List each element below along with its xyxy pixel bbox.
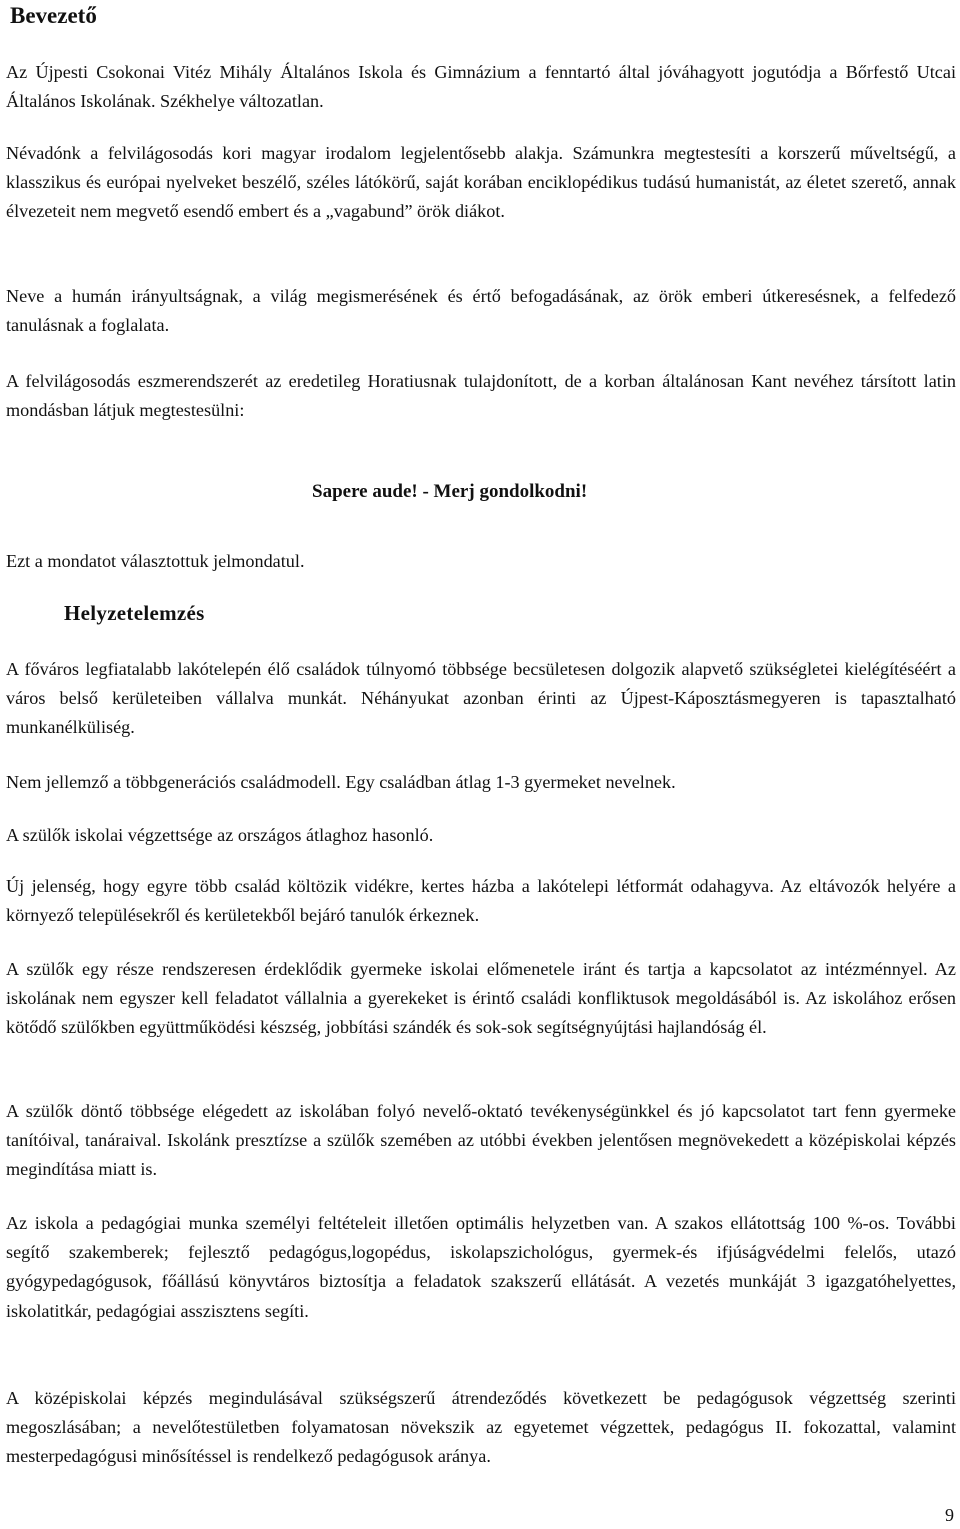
analysis-paragraph-8: A középiskolai képzés megindulásával szükségszerű átrendeződés következett be pedagógusok végzettség szerinti megoszlásában; a nevelőtestületben folyamatosan növekszik az egyetemet végzettek, pedagógus II. fokozattal, valamint mesterpedagógusi minősítéssel is rendelkező pedagógusok aránya. bbox=[6, 1388, 956, 1467]
section-heading-bevezeto: Bevezető bbox=[10, 3, 97, 28]
motto: Sapere aude! - Merj gondolkodni! bbox=[312, 481, 588, 502]
analysis-paragraph-1: A főváros legfiatalabb lakótelepén élő családok túlnyomó többsége becsületesen dolgozik alapvető szükségletei kielégítéséért a város belső kerületeiben vállalva munkát. Néhányukat azonban érinti az Újpest-Káposztásmegyeren is tapasztalható munkanélküliség. bbox=[6, 659, 956, 738]
intro-paragraph-5: Ezt a mondatot választottuk jelmondatul. bbox=[6, 551, 305, 571]
analysis-paragraph-6: A szülők döntő többsége elégedett az iskolában folyó nevelő-oktató tevékenységünkkel és jó kapcsolatot tart fenn gyermeke tanítóival, tanáraival. Iskolánk presztízse a szülők szemében az utóbbi években jelentősen megnövekedett a középiskolai képzés megindítása miatt is. bbox=[6, 1101, 956, 1180]
analysis-paragraph-3: A szülők iskolai végzettsége az országos átlaghoz hasonló. bbox=[6, 825, 434, 845]
analysis-paragraph-7: Az iskola a pedagógiai munka személyi feltételeit illetően optimális helyzetben van. A szakos ellátottság 100 %-os. További segítő szakemberek; fejlesztő pedagógus,logopédus, iskolapszichológus, gyermek-és ifjúságvédelmi felelős, utazó gyógypedagógusok, főállású könyvtáros biztosítja a feladatok szakszerű ellátását. A vezetés munkáját 3 igazgatóhelyettes, iskolatitkár, pedagógiai asszisztens segíti. bbox=[6, 1213, 956, 1321]
page-number: 9 bbox=[945, 1505, 954, 1525]
section-heading-helyzetelemzes: Helyzetelemzés bbox=[64, 601, 205, 625]
analysis-paragraph-2: Nem jellemző a többgenerációs családmodell. Egy családban átlag 1-3 gyermeket nevelnek. bbox=[6, 772, 676, 792]
intro-paragraph-2: Névadónk a felvilágosodás kori magyar irodalom legjelentősebb alakja. Számunkra megtestesíti a korszerű műveltségű, a klasszikus és európai nyelveket beszélő, széles látókörű, saját korában enciklopédikus tudású humanistát, az életet szerető, annak élvezeteit nem megvető esendő embert és a „vagabund” örök diákot. bbox=[6, 143, 956, 222]
analysis-paragraph-5: A szülők egy része rendszeresen érdeklődik gyermeke iskolai előmenetele iránt és tartja a kapcsolatot az intézménnyel. Az iskolának nem egyszer kell feladatot vállalnia a gyerekeket is érintő családi konfliktusok megoldásából is. Az iskolához erősen kötődő szülőkben együttműködési készség, jobbítási szándék és sok-sok segítségnyújtási hajlandóság él. bbox=[6, 959, 956, 1038]
analysis-paragraph-4: Új jelenség, hogy egyre több család költözik vidékre, kertes házba a lakótelepi létformát odahagyva. Az eltávozók helyére a környező településekről és kerületekből bejáró tanulók érkeznek. bbox=[6, 876, 956, 926]
intro-paragraph-1: Az Újpesti Csokonai Vitéz Mihály Általános Iskola és Gimnázium a fenntartó által jóváhagyott jogutódja a Bőrfestő Utcai Általános Iskolának. Székhelye változatlan. bbox=[6, 62, 956, 112]
intro-paragraph-4: A felvilágosodás eszmerendszerét az eredetileg Horatiusnak tulajdonított, de a korban általánosan Kant nevéhez társított latin mondásban látjuk megtestesülni: bbox=[6, 371, 956, 421]
intro-paragraph-3: Neve a humán irányultságnak, a világ megismerésének és értő befogadásának, az örök emberi útkeresésnek, a felfedező tanulásnak a foglalata. bbox=[6, 286, 956, 336]
